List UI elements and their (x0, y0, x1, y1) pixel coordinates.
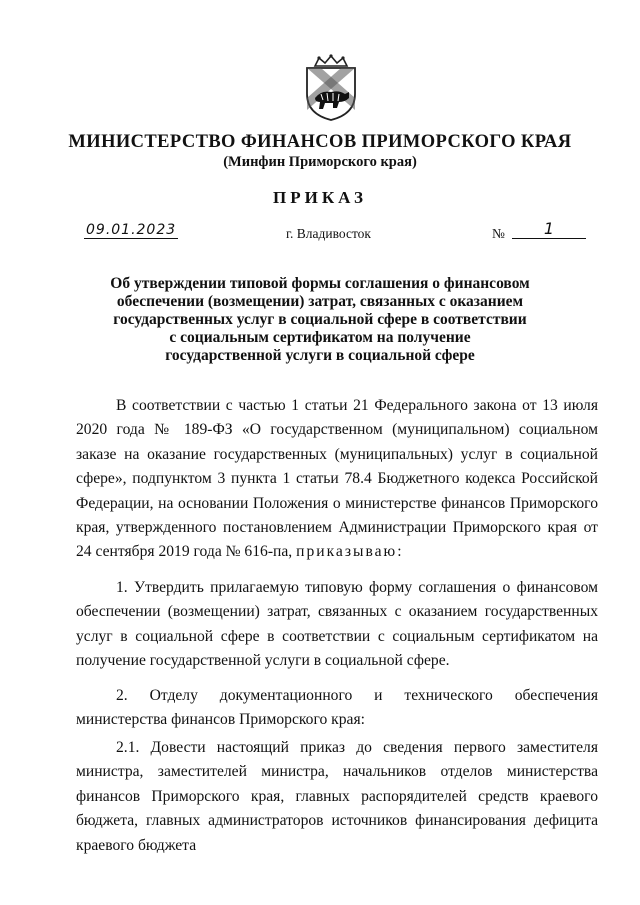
paragraph-item-1: 1. Утвердить прилагаемую типовую форму соглашения о финансовом обеспечении (возмещении) затрат, связанных с оказанием государственных услуг в социальной сфере в соответствии с социальным сертификатом на получение государственной услуги в социальной сфере. (76, 579, 598, 670)
preamble-text: В соответствии с частью 1 статьи 21 Федерального закона от 13 июля 2020 года № 189-ФЗ «О государственном (муниципальном) социальном заказе на оказание государственных (муниципальных) услуг в социальной сфере», подпунктом 3 пункта 1 статьи 78.4 Бюджетного кодекса Российской Федерации, на основании Положения о министерстве финансов Приморского края, утвержденного постановлением Администрации Приморского края от 24 сентября 2019 года № 616-па, (76, 397, 598, 561)
document-date: 09.01.2023 (86, 222, 177, 238)
paragraph-item-2-1: 2.1. Довести настоящий приказ до сведения первого заместителя министра, заместителей министра, начальников отделов министерства финансов Приморского края, главных распорядителей средств краевого бюджета, главных администраторов источников финансирования дефицита краевого бюджета (76, 739, 598, 854)
document-number-label: № (492, 226, 505, 241)
paragraph-preamble (76, 394, 598, 565)
document-city: г. Владивосток (286, 226, 371, 241)
ministry-short-name: (Минфин Приморского края) (223, 154, 417, 170)
preamble-emphasis: приказываю: (296, 543, 404, 561)
document-title: Об утверждении типовой формы соглашения о финансовом обеспечении (возмещении) затрат, связанных с оказанием государственных услуг в социальной сфере в соответствии с социальным сертификатом на получение государственной услуги в социальной сфере (110, 275, 530, 364)
document-number: 1 (512, 220, 586, 239)
paragraph-item-2: 2. Отделу документационного и технического обеспечения министерства финансов Приморского края: (76, 687, 598, 729)
document-type: ПРИКАЗ (273, 188, 367, 207)
coat-of-arms-icon (299, 54, 363, 122)
ministry-name: МИНИСТЕРСТВО ФИНАНСОВ ПРИМОРСКОГО КРАЯ (68, 132, 572, 152)
